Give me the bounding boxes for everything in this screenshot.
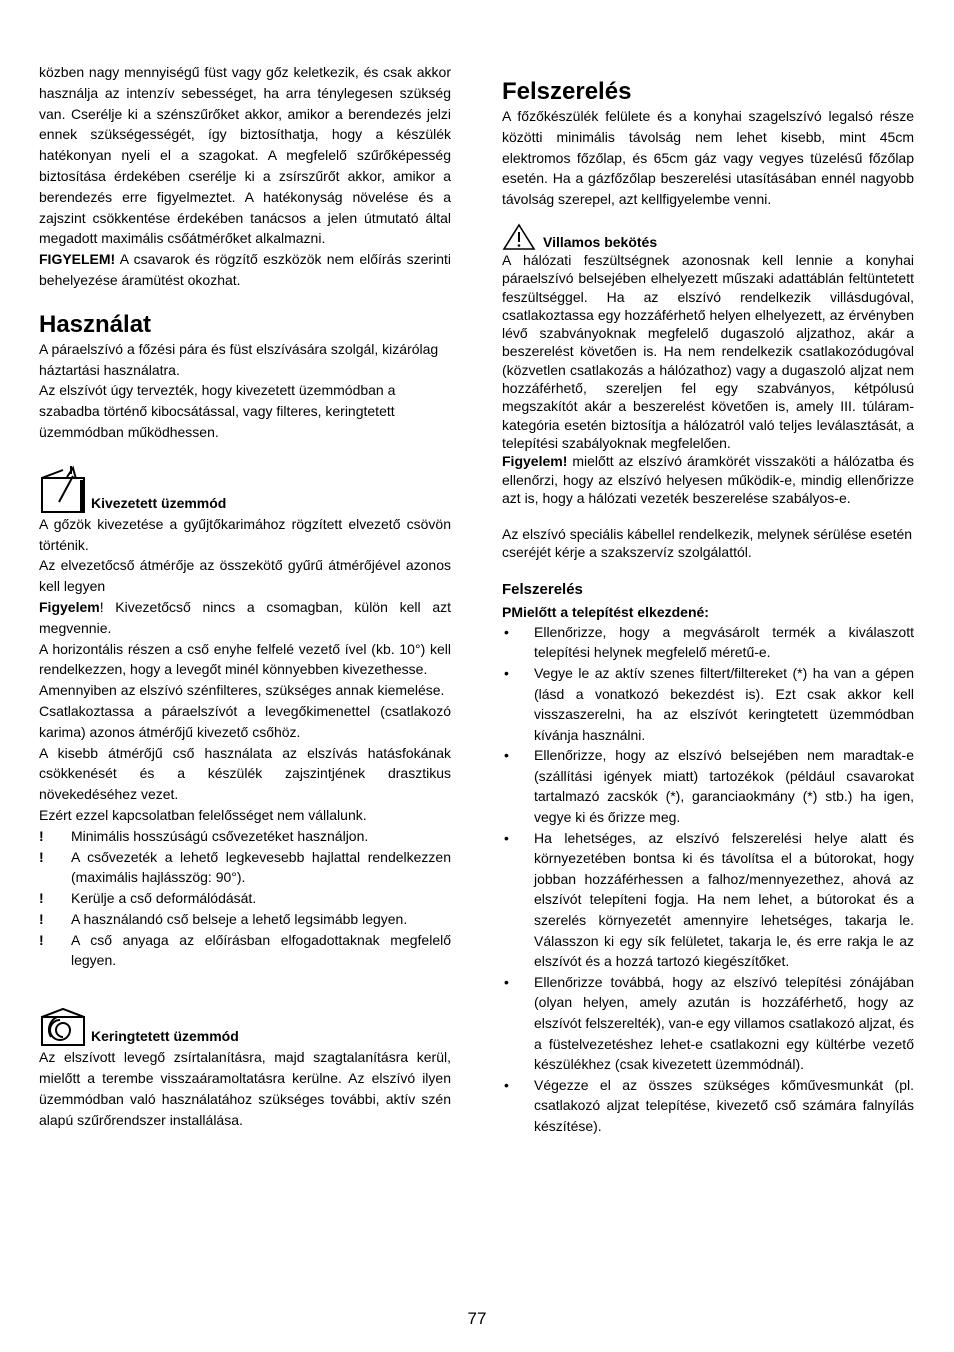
villamos-title: Villamos bekötés — [543, 233, 658, 250]
list-item-text: A használandó cső belseje a lehető legsimább legyen. — [71, 910, 408, 927]
keringtetett-paragraph: Az elszívott levegő zsírtalanításra, majd szagtalanításra kerül, mielőtt a terembe visszaáramoltatásra kerülne. Az elszívó ilyen üzemmódban való használatához szükséges további, aktív szén alapú szűrőrendszer installálása. — [39, 1049, 451, 1128]
kivezetett-paragraph-8: Ezért ezzel kapcsolatban felelősséget nem vállalunk. — [39, 806, 367, 823]
kivezetett-paragraph-6: Csatlakoztassa a páraelszívót a levegőkimenettel (csatlakozó karima) azonos átmérőjű kivezető csőhöz. — [39, 702, 451, 740]
bullet-mark: • — [504, 664, 509, 681]
list-item — [502, 972, 914, 1075]
figyelem-text: ! Kivezetőcső nincs a csomagban, külön kell azt megvennie. — [39, 598, 451, 636]
villamos-warning-text: mielőtt az elszívó áramkörét visszaköti a hálózatba és ellenőrzi, hogy az elszívó helyesen működik-e, mindig ellenőrizze azt is, hogy a hálózati vezeték beszerelése szabályos-e. — [502, 453, 914, 506]
kivezetett-title: Kivezetett üzemmód — [91, 494, 227, 511]
list-item — [39, 847, 451, 889]
warning-label: FIGYELEM! — [39, 251, 116, 268]
list-item-text: Ellenőrizze, hogy az elszívó belsejében nem maradtak-e (szállítási igények miatt) tartozékok (például csavarokat tartalmazó zacskók (*), garanciaokmány (*) stb.) ha igen, vegye ki és őrizze meg. — [534, 747, 914, 826]
list-item — [39, 888, 451, 909]
list-item-text: Ha lehetséges, az elszívó felszerelési helye alatt és környezetében bontsa ki és távolítsa el a bútorokat, hogy jobban hozzáférhessen a falhoz/mennyezethez, ahová az elszívót telepíteni fogja. Ha nem lehet, a bútorokat és a szerelés környezetét amennyire lehetséges, takarja le. Válasszon ki egy sík felületet, takarja le, és erre rakja le az elszívót és a hozzá tartozó kiegészítőket. — [534, 829, 914, 970]
villamos-warning — [502, 452, 914, 507]
bullet-mark: • — [504, 973, 509, 990]
list-item — [39, 826, 451, 847]
list-item — [39, 930, 451, 972]
list-item-text: Ellenőrizze, hogy a megvásárolt termék a kiválaszott telepítési helynek megfelelő méretű-e. — [534, 623, 914, 661]
kivezetett-paragraph-4: A horizontális részen a cső enyhe felfelé vezető ível (kb. 10°) kell rendelkezzen, hogy a levegőt minél könnyebben kivezethesse. — [39, 640, 451, 678]
page-number: 77 — [467, 1309, 487, 1328]
figyelem-label: Figyelem — [39, 598, 100, 615]
keringtetett-title: Keringtetett üzemmód — [91, 1028, 239, 1045]
villamos-paragraph: A hálózati feszültségnek azonosnak kell lennie a konyhai páraelszívó belsejében elhelyezett műszaki adattáblán feltüntetett feszültséggel. Ha az elszívó rendelkezik villásdugóval, csatlakoztassa egy hozzáférhető helyen elhelyezett, az érvényben lévő szabványoknak megfelelő dugaszoló aljzathoz, akár a beszerelést követően is. Ha nem rendelkezik csatlakozódugóval (közvetlen csatlakozás a hálózathoz) vagy a dugaszoló aljzat nem hozzáférhető, szereljen fel egy szabványos, kétpólusú megszakítót akár a beszerelést követően is, amely III. túláram-kategória esetén biztosítja a hálózatról való teljes leválasztását, a telepítési szabályoknak megfelelően. — [502, 251, 914, 451]
exclamation-list — [39, 826, 451, 972]
bullet-list — [502, 622, 914, 1137]
kivezetett-paragraph-3 — [39, 597, 451, 639]
kivezetett-heading — [39, 464, 451, 514]
kivezetett-paragraph-2: Az elvezetőcső átmérője az összekötő gyűrű átmérőjével azonos kell legyen — [39, 557, 451, 595]
list-item-text: Kerülje a cső deformálódását. — [71, 890, 257, 907]
felszereles-paragraph: A főzőkészülék felülete és a konyhai szagelszívó legalsó része közötti minimális távolság nem lehet kisebb, mint 45cm elektromos főzőlap, és 65cm gáz vagy vegyes tüzelésű főzőlap esetén. Ha a gázfőzőlap beszerelési utasításában ennél nagyobb távolság szerepel, azt kellfigyelembe venni. — [502, 108, 914, 208]
kivezetett-paragraph-1: A gőzök kivezetése a gyűjtőkarimához rögzített elvezető csövön történik. — [39, 515, 451, 553]
exclamation-mark: ! — [39, 890, 44, 907]
pmielott-label: PMielőtt a telepítést elkezdené: — [502, 603, 709, 620]
list-item-text: Végezze el az összes szükséges kőművesmunkát (pl. csatlakozó aljzat telepítése, kivezető cső számára falnyílás készítése). — [534, 1076, 914, 1134]
bullet-mark: • — [504, 1076, 509, 1093]
list-item-text: Ellenőrizze továbbá, hogy az elszívó telepítési zónájában (olyan helyen, amely azután is hozzáférhető, hogy az elszívót felszerelték), van-e egy villamos csatlakozó aljzat, és a füstelvezetéshez lehet-e csatlakozni egy kültérbe vezető készülékhez (csak kivezetett üzemmódnál). — [534, 973, 914, 1073]
list-item — [502, 828, 914, 972]
exclamation-mark: ! — [39, 931, 44, 948]
list-item — [502, 1075, 914, 1137]
intro-paragraph: közben nagy mennyiségű füst vagy gőz keletkezik, és csak akkor használja az intenzív sebességet, ha arra ténylegesen szükség van. Cserélje ki a szénszűrőket akkor, amikor a berendezés jelzi ennek szükségességét, így biztosíthatja, hogy a készülék hatékonyan nyeli el a szagokat. A megfelelő szűrőképesség biztosítása érdekében cserélje ki a zsírszűrőt akkor, amikor a berendezés erre figyelmeztet. A hatékonyság növelése és a zajszint csökkentése érdekében tanácsos a jelen útmutató által megadott maximális csőátmérőket alkalmazni. — [39, 64, 451, 247]
list-item-text: Minimális hosszúságú csővezetéket használjon. — [71, 827, 369, 844]
warning-text: A csavarok és rögzítő eszközök nem előírás szerinti behelyezése áramütést okozhat. — [39, 251, 451, 288]
hasznalat-paragraph-1: A páraelszívó a főzési pára és füst elszívására szolgál, kizárólag háztartási használatra. — [39, 340, 439, 378]
left-column — [39, 62, 451, 1130]
list-item — [502, 663, 914, 745]
house-exhaust-icon — [39, 464, 87, 514]
list-item-text: A csővezeték a lehető legkevesebb hajlattal rendelkezzen (maximális hajlásszög: 90°). — [71, 848, 451, 886]
bullet-mark: • — [504, 747, 509, 764]
house-recirculation-icon — [39, 1007, 87, 1047]
list-item — [39, 909, 451, 930]
villamos-warning-label: Figyelem! — [502, 453, 568, 470]
warning-paragraph — [39, 249, 451, 291]
villamos-heading — [502, 223, 914, 251]
kivezetett-paragraph-5: Amennyiben az elszívó szénfilteres, szükséges annak kiemelése. — [39, 682, 445, 699]
exclamation-mark: ! — [39, 827, 44, 844]
kabel-paragraph: Az elszívó speciális kábellel rendelkezik, melynek sérülése esetén cseréjét kérje a szakszervíz szolgálattól. — [502, 526, 913, 561]
list-item-text: A cső anyaga az előírásban elfogadottaknak megfelelő legyen. — [71, 931, 451, 969]
list-item — [502, 622, 914, 663]
exclamation-mark: ! — [39, 910, 44, 927]
bullet-mark: • — [504, 623, 509, 640]
list-item-text: Vegye le az aktív szenes filtert/filtereket (*) ha van a gépen (lásd a vonatkozó bekezdést is). Ezt csak akkor kell visszaszerelni, ha az elszívót keringtetett üzemmódban kívánja használni. — [534, 664, 914, 743]
section-title-felszereles: Felszerelés — [502, 78, 632, 105]
felszereles-subtitle: Felszerelés — [502, 580, 583, 598]
list-item — [502, 745, 914, 827]
bullet-mark: • — [504, 829, 509, 846]
right-column — [502, 78, 914, 1137]
hasznalat-paragraph-2: Az elszívót úgy tervezték, hogy kivezetett üzemmódban a szabadba történő kibocsátással, vagy filteres, keringtetett üzemmódban működhessen. — [39, 382, 396, 440]
kivezetett-paragraph-7: A kisebb átmérőjű cső használata az elszívás hatásfokának csökkenését és a készülék zajszintjének drasztikus növekedéséhez vezet. — [39, 744, 451, 803]
section-title-hasznalat: Használat — [39, 310, 152, 338]
keringtetett-heading — [39, 1007, 451, 1047]
warning-triangle-icon — [502, 223, 536, 251]
exclamation-mark: ! — [39, 848, 44, 865]
